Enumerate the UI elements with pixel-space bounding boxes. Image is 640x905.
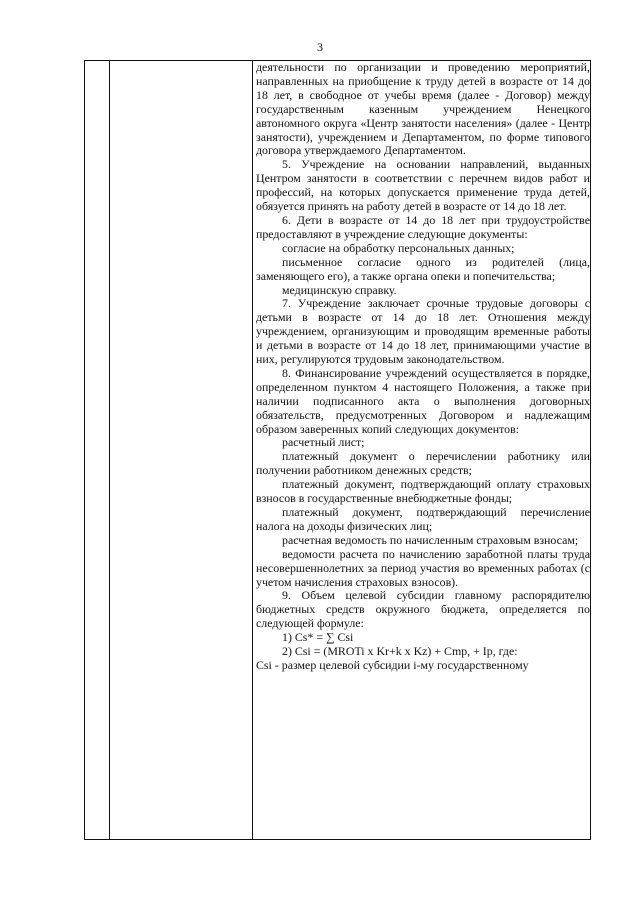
formula-2: 2) Csi = (MROTi x Kr+k x Kz) + Cmp, + Ip, где: [282,644,518,659]
formula-1: 1) Cs* = ∑ Csi [282,630,354,645]
list-item-parent-consent: письменное согласие одного из родителей (лица, заменяющего его), а также органа опеки и попечительства; [256,254,590,283]
paragraph-item-6: 6. Дети в возрасте от 14 до 18 лет при трудоустройстве предоставляют в учреждение следующие документы: [256,212,590,241]
list-item-medical-certificate: медицинскую справку. [282,282,397,297]
paragraph-csi-definition: Csi - размер целевой субсидии i-му государственному [256,657,529,672]
list-item-payroll-statements: ведомости расчета по начислению заработной платы труда несовершеннолетних за период участия во временных работах (с учетом начисления страховых взносов). [256,546,590,589]
list-item-insurance-statement: расчетная ведомость по начисленным страховым взносам; [282,532,579,547]
content-cell [253,61,591,840]
list-item-insurance-payment: платежный документ, подтверждающий оплату страховых взносов в государственные внебюджетные фонды; [256,477,590,506]
list-item-consent-personal-data: согласие на обработку персональных данных; [282,240,515,255]
document-table [84,60,591,840]
paragraph-item-9: 9. Объем целевой субсидии главному распорядителю бюджетных средств окружного бюджета, определяется по следующей формуле: [256,588,590,631]
paragraph-item-8: 8. Финансирование учреждений осуществляется в порядке, определенном пунктом 4 настоящего Положения, а также при наличии подписанного акта о выполнения договорных обязательств, предусмотренных Договором и надлежащим образом заверенных копий следующих документов: [256,365,590,436]
name-cell [110,61,253,840]
paragraph-item-5: 5. Учреждение на основании направлений, выданных Центром занятости в соответствии с перечнем видов работ и профессий, на которых допускается применение труда детей, обязуется принять на работу детей в возрасте от 14 до 18 лет. [256,157,590,214]
list-item-payslip: расчетный лист; [282,435,365,450]
row-number-cell [85,61,110,840]
list-item-income-tax-payment: платежный документ, подтверждающий перечисление налога на доходы физических лиц; [256,505,590,533]
table-row [85,61,591,840]
paragraph-contract-definition: деятельности по организации и проведению мероприятий, направленных на приобщение к труду детей в возрасте от 14 до 18 лет, в свободное от учебы время (далее - Договор) между государственным казенным учреждением Ненецкого автономного округа «Центр занятости населения» (далее - Центр занятости), учреждением и Департаментом, по форме типового договора утверждаемого Департаментом. [256,60,590,158]
paragraph-item-7: 7. Учреждение заключает срочные трудовые договоры с детьми в возрасте от 14 до 18 лет. Отношения между учреждением, организующим и проводящим временные работы и детьми в возрасте от 14 до 18 лет, принимающими участие в них, регулируются трудовым законодательством. [256,296,590,367]
list-item-payment-to-worker: платежный документ о перечислении работнику или получении работником денежных средств; [256,449,590,478]
page-number: 3 [317,40,323,54]
